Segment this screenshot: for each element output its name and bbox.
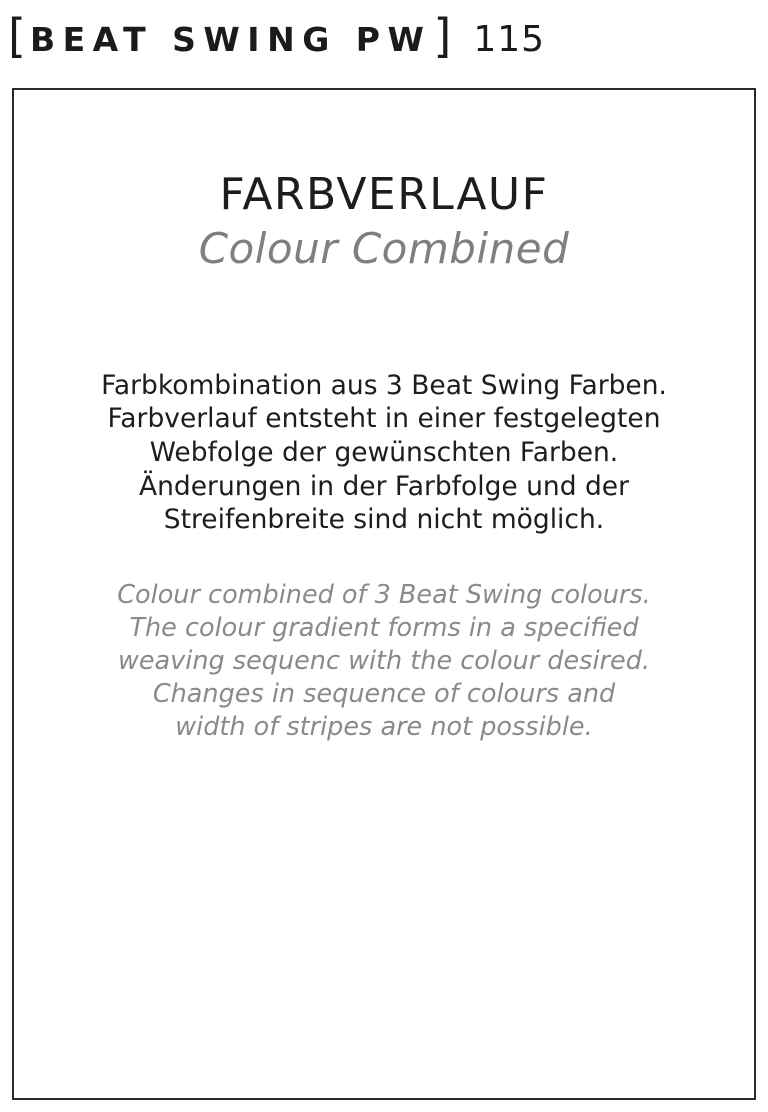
description-german-line: Farbverlauf entsteht in einer festgelegten: [107, 403, 661, 435]
content-card: [12, 88, 756, 1100]
title-block: [14, 169, 754, 275]
description-english: [50, 579, 718, 745]
description-english-line: Changes in sequence of colours and: [152, 679, 616, 710]
bracket-left-icon: [: [8, 9, 26, 63]
title-english: Colour Combined: [198, 224, 570, 274]
brand-lockup: [8, 9, 546, 63]
description-german: [50, 369, 718, 537]
description-english-line: weaving sequenc with the colour desired.: [117, 646, 651, 677]
description-german-line: Streifenbreite sind nicht möglich.: [163, 504, 605, 536]
body-block: [14, 369, 754, 745]
title-german: FARBVERLAUF: [219, 169, 549, 220]
description-german-line: Webfolge der gewünschten Farben.: [149, 436, 619, 468]
description-english-line: The colour gradient forms in a specified: [129, 612, 639, 643]
description-german-line: Farbkombination aus 3 Beat Swing Farben.: [101, 369, 667, 401]
document-header: [8, 8, 760, 70]
description-english-line: Colour combined of 3 Beat Swing colours.: [117, 579, 651, 610]
brand-name: BEAT SWING PW: [29, 19, 432, 59]
description-german-line: Änderungen in der Farbfolge und der: [139, 470, 629, 502]
bracket-right-icon: ]: [433, 9, 452, 63]
description-english-line: width of stripes are not possible.: [175, 712, 593, 743]
product-code: 115: [473, 18, 546, 60]
